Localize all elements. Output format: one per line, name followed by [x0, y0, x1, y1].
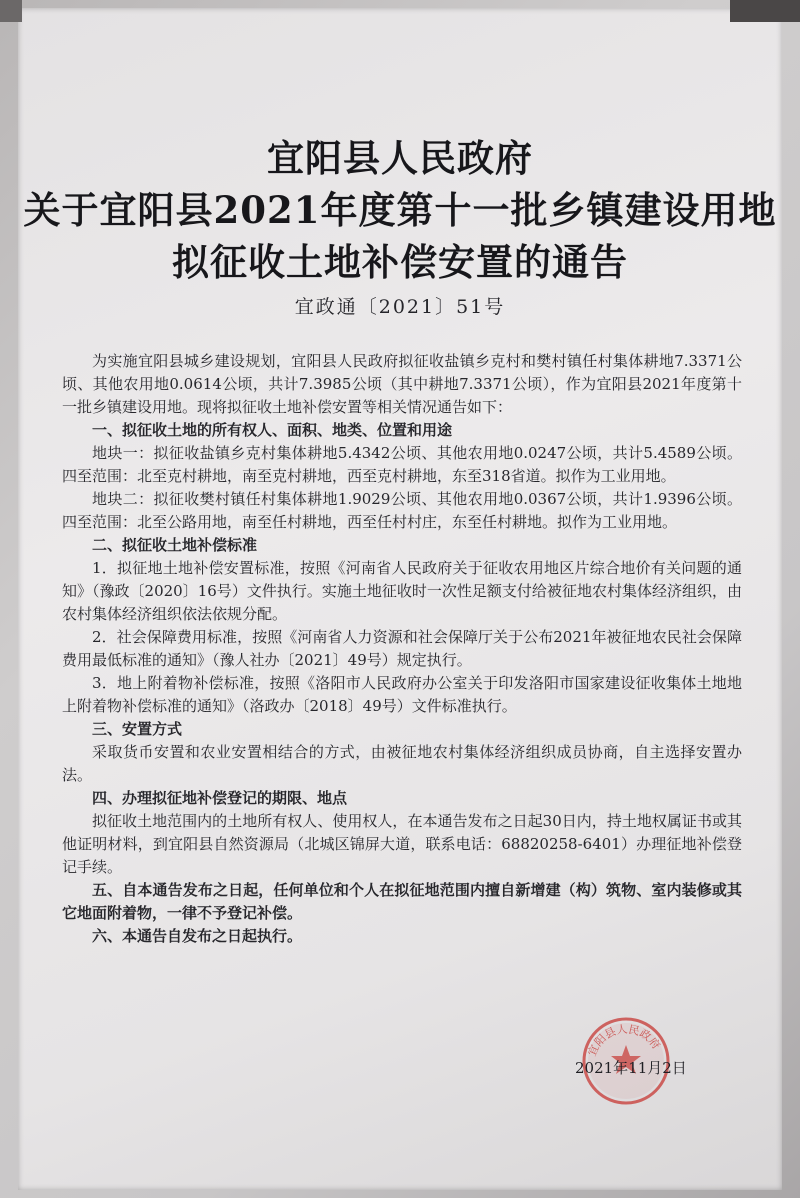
plot-1-paragraph: 地块一：拟征收盐镇乡克村集体耕地5.4342公顷、其他农用地0.0247公顷，共计5.4589公顷。四至范围：北至克村耕地，南至克村耕地，西至克村耕地，东至318省道。拟作为工业用地。: [62, 444, 742, 485]
section-heading-3: 三、安置方式: [92, 720, 183, 738]
registration-paragraph: 拟征收土地范围内的土地所有权人、使用权人，在本通告发布之日起30日内，持土地权属证书或其他证明材料，到宜阳县自然资源局（北城区锦屏大道，联系电话：68820258-6401）办理征地补偿登记手续。: [62, 812, 742, 876]
title-line-1: 宜阳县人民政府: [267, 136, 533, 180]
wall-corner-right: [730, 0, 800, 22]
section-heading-6: 六、本通告自发布之日起执行。: [92, 927, 303, 945]
resettlement-paragraph: 采取货币安置和农业安置相结合的方式，由被征地农村集体经济组织成员协商，自主选择安置办法。: [62, 743, 742, 784]
section-heading-4: 四、办理拟征地补偿登记的期限、地点: [92, 789, 348, 807]
standard-1-paragraph: 1．拟征地土地补偿安置标准，按照《河南省人民政府关于征收农用地区片综合地价有关问题的通知》（豫政〔2020〕16号）文件执行。实施土地征收时一次性足额支付给被征地农村集体经济组织，由农村集体经济组织依法依规分配。: [62, 559, 742, 623]
plot-2-paragraph: 地块二：拟征收樊村镇任村集体耕地1.9029公顷、其他农用地0.0367公顷，共计1.9396公顷。四至范围：北至公路用地，南至任村耕地，西至任村村庄，东至任村耕地。拟作为工业用地。: [62, 490, 742, 531]
section-heading-1: 一、拟征收土地的所有权人、面积、地类、位置和用途: [92, 421, 453, 439]
title-line-3: 拟征收土地补偿安置的通告: [172, 240, 628, 284]
seal-org-name: 宜阳县人民政府: [585, 1022, 663, 1059]
title-line-2: 关于宜阳县2021年度第十一批乡镇建设用地: [23, 188, 777, 232]
section-heading-5: 五、自本通告发布之日起，任何单位和个人在拟征地范围内擅自新增建（构）筑物、室内装修或其它地面附着物，一律不予登记补偿。: [62, 881, 742, 922]
notice-date: 2021年11月2日: [575, 1059, 687, 1077]
intro-paragraph: 为实施宜阳县城乡建设规划，宜阳县人民政府拟征收盐镇乡克村和樊村镇任村集体耕地7.3371公顷、其他农用地0.0614公顷，共计7.3985公顷（其中耕地7.3371公顷），作为宜阳县2021年度第十一批乡镇建设用地。现将拟征收土地补偿安置等相关情况通告如下：: [62, 352, 742, 416]
document-number: 宜政通〔2021〕51号: [294, 296, 506, 318]
wall-corner-left: [0, 0, 22, 22]
standard-2-paragraph: 2．社会保障费用标准，按照《河南省人力资源和社会保障厅关于公布2021年被征地农民社会保障费用最低标准的通知》（豫人社办〔2021〕49号）规定执行。: [62, 628, 742, 669]
notice-body: [62, 350, 742, 948]
section-heading-2: 二、拟征收土地补偿标准: [92, 536, 258, 554]
standard-3-paragraph: 3．地上附着物补偿标准，按照《洛阳市人民政府办公室关于印发洛阳市国家建设征收集体土地地上附着物补偿标准的通知》（洛政办〔2018〕49号）文件标准执行。: [62, 674, 742, 715]
